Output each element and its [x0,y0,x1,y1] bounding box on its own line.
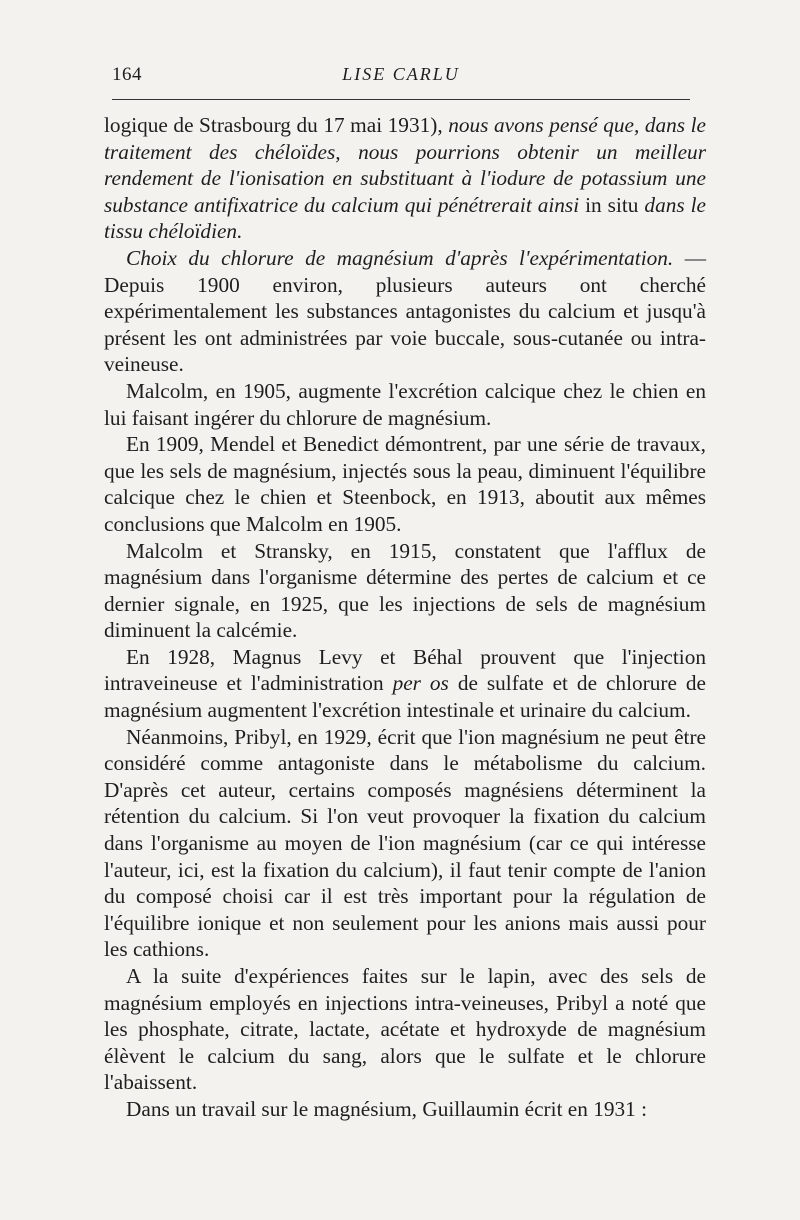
paragraph-5: Malcolm et Stransky, en 1915, constatent que l'afflux de magnésium dans l'organisme détermine des pertes de calcium et ce dernier signale, en 1925, que les injections de sels de magnésium diminuent la calcémie. [104,538,706,643]
paragraph-6 [104,644,706,724]
paragraph-3: Malcolm, en 1905, augmente l'excrétion calcique chez le chien en lui faisant ingérer du chlorure de magnésium. [104,378,706,430]
paragraph-6-tail: de sulfate et de chlorure de magnésium augmentent l'excrétion intestinale et urinaire du calcium. [104,671,706,723]
paragraph-9: Dans un travail sur le magnésium, Guillaumin écrit en 1931 : [126,1096,648,1121]
header-rule [112,99,690,100]
paragraph-1-italic: nous avons pensé que, dans le traitement des chéloïdes, nous pourrions obtenir un meilleur rendement de l'ionisation en substituant à l'iodure de potassium une substance antifixatrice du calcium qui pénétrerait ainsi [104,113,706,217]
section-heading: Choix du chlorure de magnésium d'après l'expérimentation. [126,245,674,270]
paragraph-8: A la suite d'expériences faites sur le lapin, avec des sels de magnésium employés en injections intra-veineuses, Pribyl a noté que les phosphate, citrate, lactate, acétate et hydroxyde de magnésium élèvent le calcium du sang, alors que le sulfate et le chlorure l'abaissent. [104,964,706,1095]
body-text [104,112,706,1123]
paragraph-4: En 1909, Mendel et Benedict démontrent, par une série de travaux, que les sels de magnésium, injectés sous la peau, diminuent l'équilibre calcique chez le chien et Steenbock, en 1913, aboutit aux mêmes conclusions que Malcolm en 1905. [104,432,706,536]
paragraph-1 [104,112,706,245]
page-header [112,62,690,92]
paragraph-2-text: — Depuis 1900 environ, plusieurs auteurs ont cherché expérimentalement les substances antagonistes du calcium et jusqu'à présent les ont administrées par voie buccale, sous-cutanée ou intra-veineuse. [104,245,706,377]
running-head: LISE CARLU [342,64,460,84]
paragraph-6-lead: En 1928, Magnus Levy et Béhal prouvent que l'injection intraveineuse et l'administration [104,644,706,696]
paragraph-2 [104,245,706,378]
paragraph-1-latin: in situ [585,192,645,217]
paragraph-1-lead: logique de Strasbourg du 17 mai 1931), [104,113,449,137]
paragraph-6-italic: per os [392,671,449,696]
paragraph-1-italic-end: dans le tissu chéloïdien. [104,192,707,244]
paragraph-7: Néanmoins, Pribyl, en 1929, écrit que l'ion magnésium ne peut être considéré comme antagoniste dans le métabolisme du calcium. D'après cet auteur, certains composés magnésiens déterminent la rétention du calcium. Si l'on veut provoquer la fixation du calcium dans l'organisme au moyen de l'ion magnésium (car ce qui intéresse l'auteur, ici, est la fixation du calcium), il faut tenir compte de l'anion du composé choisi car il est très important pour la régulation de l'équilibre ionique et non seulement pour les anions mais aussi pour les cathions. [104,724,706,962]
page-number: 164 [112,64,142,85]
